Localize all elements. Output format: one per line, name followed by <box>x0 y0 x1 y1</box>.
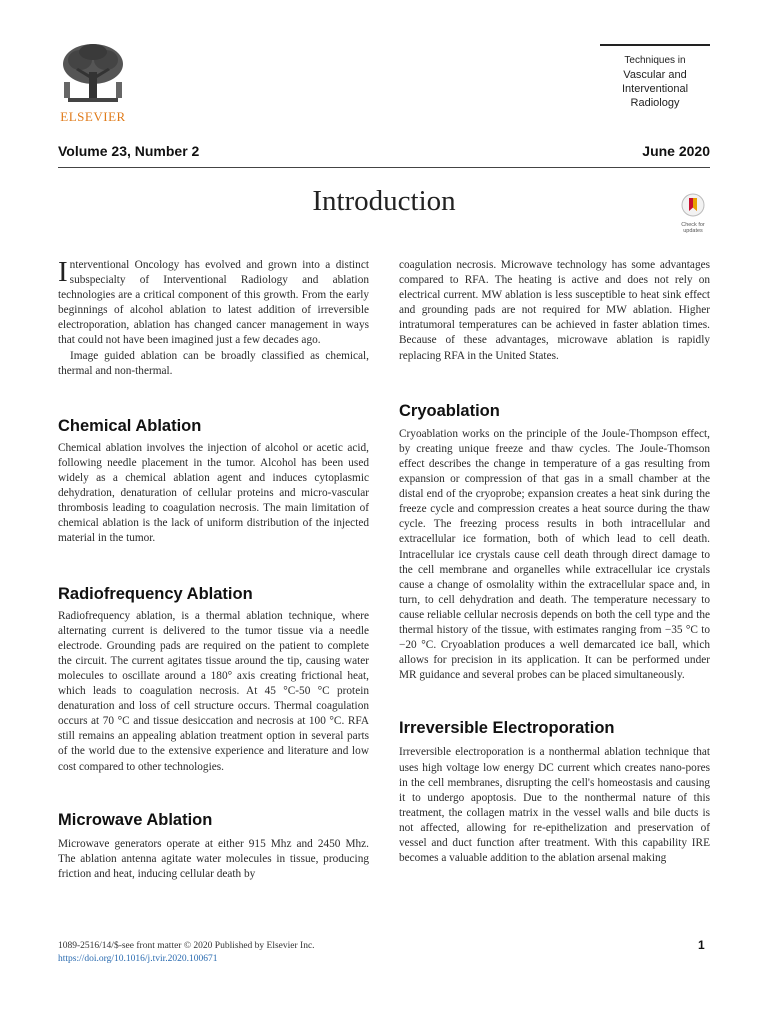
cryoablation-body: Cryoablation works on the principle of the Joule-Thompson effect, by creating unique freeze and thaw cycles. The Joule-Thomson effect describes the change in temperature of a gas resulting from expansion or compression of that gas in a small chamber at the distal end of the cryoprobe; expansion creates a heat sink during the freeze cycle and compression creates a heat source during the thaw cycle. The freezing process results in both intracellular and extracellular ice formation, both of which lead to cell death. Intracellular ice crystals cause cell death through direct damage to the cell membrane and organelles while extracellular ice crystals cause a change of osmolality within the extracellular space and, in turn, to cell dehydration and death. The temperature necessary to cause reliable cellular necrosis depends on both the cell type and the thermal history of the tissue, with estimates ranging from −35 °C to −20 °C. Cryoablation produces a well demarcated ice ball, which allows for precision in its application. It can be performed under MR guidance and several probes can be placed simultaneously. <box>399 427 710 682</box>
badge-label-1: Check for <box>681 222 705 228</box>
journal-title <box>600 44 710 110</box>
microwave-ablation-body-right: coagulation necrosis. Microwave technology has some advantages compared to RFA. The heating is active and does not rely on electrical current. MW ablation is less susceptible to heat sink effect and grounding pads are not required for MW ablation. Higher intratumoral temperatures can be achieved in faster ablation times. Because of these advantages, microwave ablation is rapidly replacing RFA in the United States. <box>399 259 710 362</box>
page-number: 1 <box>698 938 705 952</box>
issue-volume: Volume 23, Number 2 <box>58 143 200 159</box>
heading-irreversible-electroporation: Irreversible Electroporation <box>399 719 615 738</box>
heading-cryoablation: Cryoablation <box>399 401 500 420</box>
copyright-line: 1089-2516/14/$-see front matter © 2020 Published by Elsevier Inc. <box>58 941 315 951</box>
journal-title-line4: Radiology <box>630 97 680 109</box>
heading-microwave-ablation: Microwave Ablation <box>58 810 213 829</box>
intro-paragraph-2: Image guided ablation can be broadly classified as chemical, thermal and non-thermal. <box>58 349 369 377</box>
check-for-updates-badge[interactable] <box>675 193 711 234</box>
issue-bar <box>58 143 710 159</box>
bookmark-icon <box>681 193 705 217</box>
right-column <box>399 258 710 866</box>
publisher-name: ELSEVIER <box>60 109 126 124</box>
left-column <box>58 258 369 882</box>
heading-chemical-ablation: Chemical Ablation <box>58 416 202 435</box>
irreversible-electroporation-body: Irreversible electroporation is a nonthermal ablation technique that uses high voltage low energy DC current which creates nano-pores in the cell membranes, disrupting the cell's homeostasis and causing it to undergo apoptosis. Due to the nonthermal nature of this treatment, the collagen matrix in the vessel walls and bile ducts is not affected, allowing for re-epithelization and preservation of vessel and duct function after treatment. With this capability IRE becomes a valuable addition to the ablation arsenal making <box>399 746 710 865</box>
radiofrequency-ablation-body: Radiofrequency ablation, is a thermal ablation technique, where alternating current is delivered to the tumor tissue via a needle electrode. Grounding pads are required on the patient to complete the circuit. The current agitates tissue around the tip, causing water molecules to oscillate around a 180° axis creating frictional heat, which leads to coagulation necrosis. At 45 °C-50 °C protein denaturation and loss of cell structure occurs. Thermal coagulation occurs at 70 °C and tissue desiccation and necrosis at 100 °C. RFA still remains an appealing ablation treatment option in several parts of the world due to the extensive experience and literature and low cost compared to other technologies. <box>58 609 369 773</box>
doi-link[interactable]: https://doi.org/10.1016/j.tvir.2020.100671 <box>58 954 218 964</box>
heading-radiofrequency-ablation: Radiofrequency Ablation <box>58 584 253 603</box>
journal-title-line1: Techniques in <box>624 55 686 66</box>
intro-text: nterventional Oncology has evolved and grown into a distinct subspecialty of Interventional Radiology and ablation technologies are a critical component of this growth. From the early beginnings of alcohol ablation to latest addition of irreversible electroporation, ablation has changed cancer management in ways that could not have been imagined just a few decades ago. <box>58 259 369 347</box>
page-title: Introduction <box>312 185 456 217</box>
journal-title-line3: Interventional <box>621 83 689 95</box>
footer <box>58 940 315 966</box>
journal-title-line2: Vascular and <box>623 69 687 81</box>
header-rule <box>58 167 710 168</box>
badge-label-2: updates <box>683 228 703 234</box>
drop-cap: I <box>58 256 68 288</box>
issue-date: June 2020 <box>642 143 710 159</box>
intro-paragraph <box>58 258 369 349</box>
microwave-ablation-body-left: Microwave generators operate at either 915 Mhz and 2450 Mhz. The ablation antenna agitate water molecules in tissue, producing friction and heat, inducing cellular death by <box>58 837 369 880</box>
chemical-ablation-body: Chemical ablation involves the injection of alcohol or acetic acid, following needle placement in the tumor. Alcohol has been used widely as a chemical ablation agent and induces cytoplasmic dehydration, denaturation of cellular proteins and micro-vascular thrombosis leading to coagulation necrosis. The main limitation of chemical ablation is the lack of uniform distribution of the injected material in the tumor. <box>58 441 369 545</box>
